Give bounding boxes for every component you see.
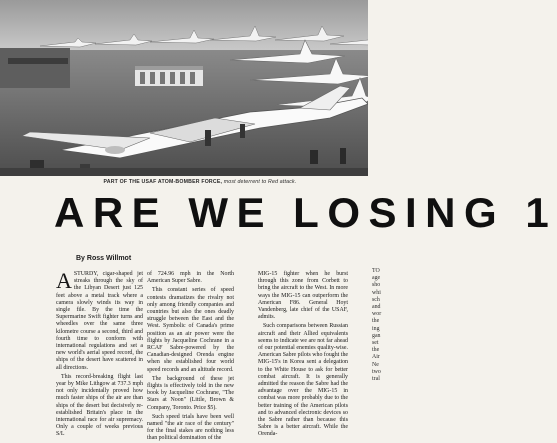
article-column-3: [258, 271, 348, 438]
paragraph: This record-breaking flight last year by Mike Lithgow at 737.3 mph not only incidentally proved how much faster ships of the air are than ships of the desert but decisively re-established Britain's place in the international race for air supremacy. Only a couple of weeks previous S/L: [56, 373, 143, 438]
paragraph: The background of these jet flights is effectively told in the new book by Jacqueline Cochrane, "The Stars at Noon" (Little, Brown & Company, Toronto. Price $5).: [147, 375, 234, 411]
column-4-line: gan: [372, 332, 381, 339]
paragraph: This constant series of speed contests dramatizes the rivalry not only among friendly companies and countries but also the ones deadly struggle between the East and the West. Symbolic of Canada's prime position as an air power were the flights by Jacqueline Cochrane in a RCAF Sabre-powered by the Canadian-designed Orenda engine when she established four world speed records and an altitude record.: [147, 287, 234, 373]
column-4-line: TO: [372, 268, 380, 274]
drop-cap: A: [56, 268, 72, 293]
paragraph: MIG-15 fighter when he burst through this zone from Corbett to bring the aircraft to the West. In more ways the MIG-15 can outperform the American F86. General Hoyt Vandenberg, late chief of the USAF, admits.: [258, 271, 348, 321]
caption-lead: PART OF THE USAF ATOM-BOMBER FORCE,: [103, 179, 223, 185]
column-4-line: two: [372, 368, 381, 375]
column-4-line: sho: [372, 282, 381, 289]
column-4-line: the: [372, 347, 380, 354]
article-column-4-cropped: [372, 268, 400, 397]
column-4-line: and: [372, 304, 381, 311]
column-4-line: sch: [372, 296, 380, 303]
article-byline: By Ross Willmot: [76, 255, 132, 262]
column-4-line: whi: [372, 289, 381, 296]
caption-tail: most deterrent to Red attack.: [223, 179, 297, 185]
column-4-line: age: [372, 275, 381, 282]
column-4-line: Ne: [372, 361, 379, 368]
column-4-line: Air: [372, 354, 380, 361]
paragraph: Such speed trials have been well named "the air race of the century" for the final stakes are nothing less than political domination of the: [147, 413, 234, 442]
column-4-line: the: [372, 318, 380, 325]
column-4-line: tral: [372, 376, 380, 383]
airfield-photo: [0, 0, 400, 176]
column-4-line: wor: [372, 311, 382, 318]
photo-caption: [0, 179, 400, 185]
paragraph: Such comparisons between Russian aircraft and their Allied equivalents seems to indicate we are not far ahead of our potential enemies quality-wise. American Sabre pilots who fought the MIG-15's in Korea sent a delegation to the White House to ask for better combat aircraft. It is generally admitted the reason the Sabre had the advantage over the MIG-15 in combat was more probably due to the better training of the American pilots and to advanced electronic devices so the Sabre rather than because this Sabre is a better aircraft. While the Orenda-: [258, 323, 348, 438]
article-column-2: [147, 271, 234, 442]
column-4-line: ing: [372, 325, 380, 332]
article-headline: ARE WE LOSING 1: [54, 189, 557, 236]
column-4-line: set: [372, 340, 379, 347]
paragraph-text: STURDY, cigar-shaped jet streaks through the sky of the Libyan Desert just 125 feet above a metal track where a camera slowly winds its way in single file. By the time the Supermarine Swift fighter turns and wheedles over the same three kilometre course a second, third and fourth time to conform with international regulations and set a new world's aerial speed record, the ships of the desert have scattered in all directions.: [56, 271, 143, 371]
paragraph: [56, 268, 143, 372]
jet-fighters-illustration: [0, 0, 400, 176]
article-column-1: [56, 268, 143, 438]
paragraph: of 724.96 mph in the North American Super Sabre.: [147, 271, 234, 285]
page-margin: [368, 0, 400, 176]
